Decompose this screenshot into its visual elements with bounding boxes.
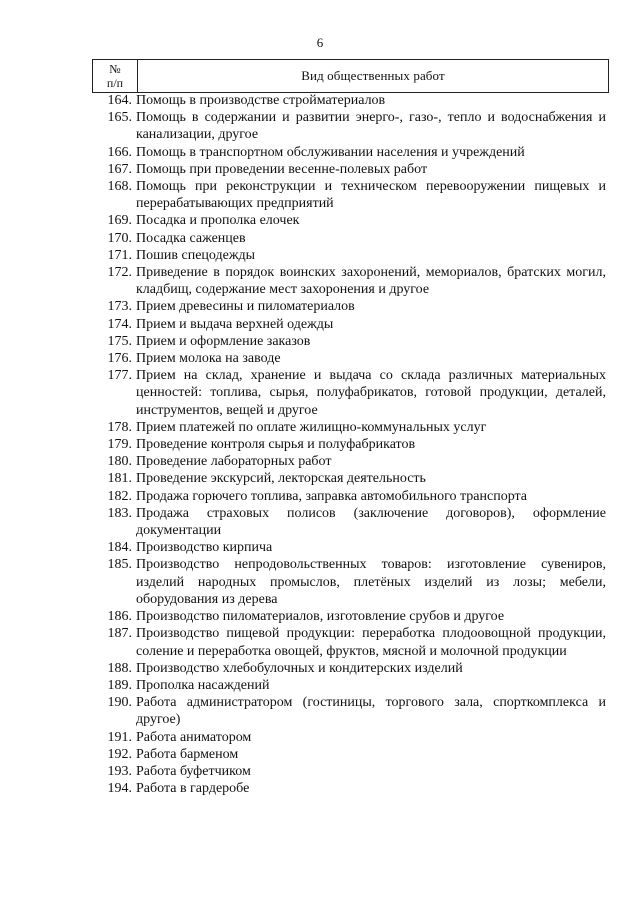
list-item [92, 470, 609, 487]
item-text: Проведение контроля сырья и полуфабрикатов [136, 437, 416, 453]
item-text: Работа в гардеробе [136, 781, 250, 797]
list-item [92, 660, 609, 677]
item-text: Продажа страховых полисов (заключение договоров), оформление документации [136, 505, 606, 539]
item-text: Помощь при проведении весенне-полевых работ [136, 161, 428, 177]
item-text: Производство непродовольственных товаров: изготовление сувениров, изделий народных промыслов, плетёных изделий из лозы; мебели, оборудования из дерева [136, 557, 606, 607]
item-text: Производство кирпича [136, 540, 273, 556]
list-item [92, 746, 609, 763]
item-number: 170. [107, 230, 132, 246]
item-number: 172. [107, 265, 132, 281]
list-item [92, 230, 609, 247]
item-number: 189. [107, 677, 132, 693]
item-text: Прием на склад, хранение и выдача со склада различных материальных ценностей: топлива, сырья, полуфабрикатов, готовой продукции, деталей, инструментов, вещей и другое [136, 368, 606, 418]
item-number: 193. [107, 763, 132, 779]
item-number: 164. [107, 93, 132, 108]
list-item [92, 729, 609, 746]
item-text: Работа администратором (гостиницы, торгового зала, спорткомплекса и другое) [136, 695, 606, 728]
item-number: 173. [107, 299, 132, 315]
number-sign: № [109, 62, 121, 76]
item-number: 186. [107, 609, 132, 625]
item-text: Пошив спецодежды [136, 247, 256, 263]
item-number: 175. [107, 333, 132, 349]
item-number: 179. [107, 437, 132, 453]
item-number: 167. [107, 161, 132, 177]
item-text: Проведение экскурсий, лекторская деятельность [136, 471, 426, 487]
list-item [92, 539, 609, 556]
item-number: 169. [107, 213, 132, 229]
item-text: Прием и выдача верхней одежды [136, 316, 334, 332]
item-text: Производство пиломатериалов, изготовление срубов и другое [136, 609, 505, 625]
item-text: Производство хлебобулочных и кондитерских изделий [136, 660, 463, 676]
item-number: 192. [107, 746, 132, 762]
item-text: Работа барменом [136, 746, 239, 762]
list-item [92, 178, 609, 212]
number-abbrev: п/п [106, 76, 124, 90]
item-number: 171. [107, 247, 132, 263]
item-number: 165. [107, 110, 132, 126]
item-number: 182. [107, 488, 132, 504]
item-number: 185. [107, 557, 132, 573]
item-text: Приведение в порядок воинских захоронений, мемориалов, братских могил, кладбищ, содержание мест захоронения и другое [136, 265, 606, 298]
item-number: 168. [107, 179, 132, 195]
item-text: Производство пищевой продукции: переработка плодоовощной продукции, соление и переработка овощей, фруктов, мясной и молочной продукции [136, 626, 606, 659]
item-text: Прополка насаждений [136, 677, 270, 693]
item-number: 187. [107, 626, 132, 642]
item-number: 178. [107, 419, 132, 435]
list-item [92, 453, 609, 470]
list-item [92, 247, 609, 264]
list-item [92, 350, 609, 367]
item-number: 188. [107, 660, 132, 676]
item-text: Помощь при реконструкции и техническом перевооружении пищевых и перерабатывающих предприятий [136, 179, 606, 212]
list-item [92, 92, 609, 109]
list-item [92, 436, 609, 453]
list-item [92, 264, 609, 298]
item-number: 176. [107, 351, 132, 367]
item-text: Прием древесины и пиломатериалов [136, 299, 355, 315]
item-text: Посадка саженцев [136, 230, 246, 246]
item-number: 190. [107, 695, 132, 711]
list-item [92, 677, 609, 694]
list-item [92, 212, 609, 229]
item-number: 194. [107, 781, 132, 797]
list-item [92, 298, 609, 315]
item-text: Проведение лабораторных работ [136, 454, 332, 470]
list-item [92, 763, 609, 780]
list-item [92, 556, 609, 608]
item-text: Прием и оформление заказов [136, 333, 311, 349]
item-text: Продажа горючего топлива, заправка автомобильного транспорта [136, 488, 528, 504]
table-header [92, 59, 609, 93]
item-number: 181. [107, 471, 132, 487]
item-text: Помощь в содержании и развитии энерго-, газо-, тепло и водоснабжения и канализации, другое [136, 110, 606, 143]
list-item [92, 316, 609, 333]
list-item [92, 488, 609, 505]
list-item [92, 109, 609, 143]
page-number: 6 [316, 35, 324, 50]
list-item [92, 625, 609, 659]
list-item [92, 780, 609, 797]
list-item [92, 367, 609, 419]
work-type-column-header: Вид общественных работ [301, 68, 445, 83]
item-text: Посадка и прополка елочек [136, 213, 300, 229]
list-item [92, 333, 609, 350]
work-types-list [92, 92, 609, 797]
item-text: Помощь в производстве стройматериалов [136, 93, 386, 108]
list-item [92, 161, 609, 178]
list-item [92, 505, 609, 539]
item-number: 177. [107, 368, 132, 384]
item-text: Работа буфетчиком [136, 763, 251, 779]
item-number: 180. [107, 454, 132, 470]
item-text: Работа аниматором [136, 729, 252, 745]
item-number: 184. [107, 540, 132, 556]
list-item [92, 144, 609, 161]
item-number: 191. [107, 729, 132, 745]
item-text: Прием платежей по оплате жилищно-коммунальных услуг [136, 419, 487, 435]
number-column-header [93, 60, 138, 92]
item-text: Прием молока на заводе [136, 351, 281, 367]
list-item [92, 608, 609, 625]
list-item [92, 419, 609, 436]
list-item [92, 694, 609, 728]
item-number: 174. [107, 316, 132, 332]
item-number: 183. [107, 505, 132, 521]
item-number: 166. [107, 144, 132, 160]
item-text: Помощь в транспортном обслуживании населения и учреждений [136, 144, 525, 160]
